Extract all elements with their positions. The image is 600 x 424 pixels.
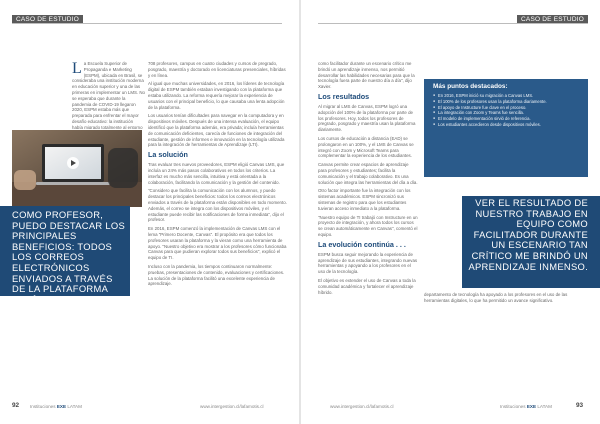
footer-edition: LATAM xyxy=(537,404,552,409)
footer-url-right[interactable]: www.intergestion.cl/lafamotis.cl xyxy=(330,404,394,409)
footer-brand: EXE xyxy=(56,404,67,409)
highlights-sidebar xyxy=(424,79,588,177)
sidebar-title: Más puntos destacados: xyxy=(433,83,508,90)
body-paragraph: departamento de tecnología ha apoyado a los profesores en el uso de las herramientas digitales, lo que ha permitido un avance significativo. xyxy=(424,292,568,303)
evolution-heading: La evolución continúa . . . xyxy=(318,239,406,249)
body-paragraph: Los usuarios tenían dificultades para navegar en la computadora y en dispositivos móviles. Después de una intensa evaluación, el equipo identificó que la plataforma además, era privada; incluía herramientas de comunicación deficientes, carecía de funciones de integración del estudiante, gestión de informes e innovación en la tecnología utilizada para la integración de herramientas de Aprendizaje (LTI). xyxy=(148,113,285,148)
footer-left xyxy=(30,403,82,410)
body-paragraph: "Nuestro equipo de TI trabajó con Instructure en un proyecto de integración, y ahora todos los cursos se crean automáticamente en Canvas", comentó el equipo. xyxy=(318,214,418,237)
footer-section: Instituciones xyxy=(500,404,526,409)
body-paragraph: Al migrar al LMS de Canvas, ESPM logró una adopción del 100% de la plataforma por parte de los profesores. Hoy, todos los profesores de pregrado, posgrado y maestría usan la plataforma diariamente. xyxy=(318,103,416,133)
body-paragraph: Canvas permite crear espacios de aprendizaje para profesores y estudiantes; facilita la comunicación y el trabajo colaborativo. Es una solución que integra las herramientas del día a día. xyxy=(318,162,418,185)
body-paragraph: Otro factor importante fue la integración con los sistemas académicos. ESPM sincronizó sus sistemas de registro para que los estudiantes tuvieran acceso inmediato a la plataforma. xyxy=(318,188,411,211)
solution-heading: La solución xyxy=(148,150,188,160)
footer-edition: LATAM xyxy=(67,404,82,409)
page-number-left: 92 xyxy=(12,402,20,409)
footer-right xyxy=(500,403,552,410)
body-paragraph: En 2016, ESPM comenzó la implementación de Canvas LMS con el lema "Primero Docente, Canvas". El propósito era que todos los profesores usaran la plataforma y la vieran como una herramienta de apoyo. "Nuestro objetivo era mostrar a los profesores cómo funcionaba Canvas para que pudieran explorar todos sus beneficios", explicó el equipo de TI. xyxy=(148,226,287,261)
section-tab-right: CASO DE ESTUDIO xyxy=(517,15,588,24)
body-paragraph: 708 profesores, campus en cuatro ciudades y cursos de pregrado, posgrado, maestría y doctorado en licenciaturas presenciales, híbridas y en línea. xyxy=(148,61,286,78)
body-paragraph: "Considero que facilita la comunicación con los alumnos, y puedo destacar los principales beneficios: todos los correos electrónicos enviados a través de la plataforma están disponibles en todo momento. Además, el correo se integra con los dispositivos móviles, y el estudiante puede recibir las notificaciones de forma inmediata", dijo el profesor. xyxy=(148,188,287,223)
page-number-right: 93 xyxy=(576,402,584,409)
body-paragraph: Tras evaluar tres nuevos proveedores, ESPM eligió Canvas LMS, que incluía un 24% más pasos colaborativos en todos los criterios. La interfaz es mucho más sencilla, intuitiva y está orientada a la colaboración, facilitando la comunicación y la gestión del contenido. xyxy=(148,162,285,185)
highlights-list xyxy=(433,93,582,127)
drop-cap: L xyxy=(72,61,82,77)
body-paragraph: El objetivo es extender el uso de Canvas a toda la comunidad académica y fortalecer el aprendizaje híbrido. xyxy=(318,277,416,295)
footer-brand: EXE xyxy=(526,404,537,409)
right-secondary-column xyxy=(424,292,588,372)
pull-quote-left: COMO PROFESOR, PUEDO DESTACAR LOS PRINCIPALES BENEFICIOS: TODOS LOS CORREOS ELECTRÓNICOS ENVIADOS A TRAVÉS DE LA PLATAFORMA ESTÁN DISPONIBLES EN TODO MOMENTO. xyxy=(0,206,130,296)
photo-illustration xyxy=(12,130,142,207)
header-rule-left xyxy=(12,23,282,24)
highlight-item: ● El modelo de implementación sirvió de referencia. xyxy=(433,116,582,121)
footer-url-left[interactable]: www.intergestion.cl/lafamotis.cl xyxy=(200,404,264,409)
results-heading: Los resultados xyxy=(318,91,370,101)
body-paragraph: Los cursos de educación a distancia (EAD) se prolongaron en un 100%, y el LMS de Canvas se integró con Zoom y Microsoft Teams para complementar la experiencia de los estudiantes. xyxy=(318,135,414,159)
body-paragraph: ESPM busca seguir mejorando la experiencia de aprendizaje de sus estudiantes, integrando nuevas herramientas y apoyando a los profesores en el uso de la tecnología. xyxy=(318,251,418,275)
highlight-item: ● En 2016, ESPM inició su migración a Canvas LMS. xyxy=(433,93,582,98)
body-paragraph: como facilitador durante un escenario crítico me brindó un aprendizaje inmenso, nos permitió desarrollar las habilidades necesarias para que la tecnología fuera parte de nuestro día a día", dijo Xavier. xyxy=(318,61,415,90)
highlight-item: ● El 100% de los profesores usan la plataforma diariamente. xyxy=(433,99,582,104)
highlight-item: ● El apoyo de Instructure fue clave en el proceso. xyxy=(433,105,582,110)
highlight-item: ● Los estudiantes accedieron desde dispositivos móviles. xyxy=(433,122,582,127)
highlight-item: ● La integración con Zoom y Teams fue sencilla. xyxy=(433,110,582,115)
footer-section: Instituciones xyxy=(30,404,56,409)
left-intro-column xyxy=(72,61,145,129)
intro-text: a Escuela Superior de Propaganda e Marketing (ESPM), ubicada en Brasil, se consideraba una institución moderna en educación superior y una de las primeras en implementar un LMS. No se esperaba que durante la pandemia de COVID-19 llegaron 2020, ESPM estaba más que preparada para enfrentar el mayor desafío educativo: la institución había migrado totalmente al entorno xyxy=(72,61,145,129)
section-tab-left: CASO DE ESTUDIO xyxy=(12,15,83,24)
intro-paragraph xyxy=(72,61,145,129)
cover-photo xyxy=(12,130,142,207)
header-rule-right xyxy=(318,23,588,24)
right-main-column xyxy=(318,61,418,397)
left-main-column xyxy=(148,61,288,397)
pull-quote-right: VER EL RESULTADO DE NUESTRO TRABAJO EN EQUIPO COMO FACILITADOR DURANTE UN ESCENARIO TAN CRÍTICO ME BRINDÓ UN APRENDIZAJE INMENSO. xyxy=(462,196,600,288)
body-paragraph: Incluso con la pandemia, los tiempos continuaron normalmente: pruebas, presentaciones de contenido, evaluaciones y certificaciones. La solución de la plataforma facilitó una excelente experiencia de aprendizaje. xyxy=(148,263,285,287)
body-paragraph: Al igual que muchas universidades, en 2016, los líderes de tecnología digital de ESPM también estaban investigando con la plataforma que estaba utilizando. La reforma requería mejorar la experiencia de usuarios con el principal beneficio, lo que causaba una lenta adopción de la plataforma. xyxy=(148,81,285,110)
page-gutter xyxy=(299,0,301,424)
